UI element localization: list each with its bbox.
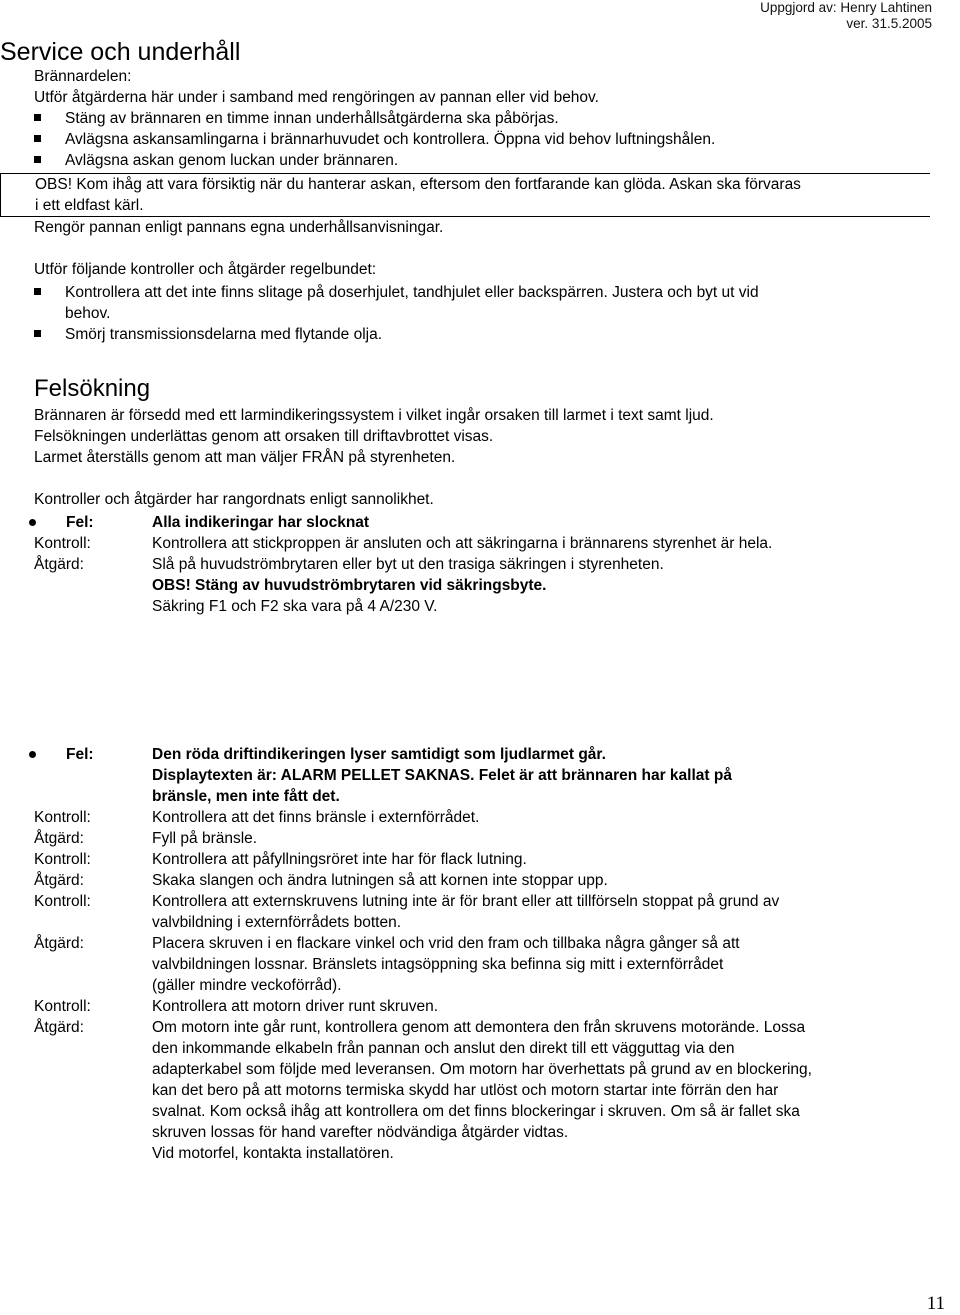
action-row (34, 828, 960, 849)
text-line: Kontrollera att påfyllningsröret inte har för flack lutning. (152, 851, 527, 868)
check-text (152, 891, 960, 933)
text-line: Kontrollera att det finns bränsle i externförrådet. (152, 809, 480, 826)
action-text (152, 870, 960, 891)
action-label: Åtgärd: (34, 935, 84, 952)
check-row (34, 849, 960, 870)
action-text (152, 828, 960, 849)
fault-header (34, 744, 960, 807)
text-line: Skaka slangen och ändra lutningen så att kornen inte stoppar upp. (152, 872, 608, 889)
clean-instruction: Rengör pannan enligt pannans egna underhållsanvisningar. (34, 219, 444, 236)
action-text (152, 1017, 960, 1164)
obs-note: OBS! Stäng av huvudströmbrytaren vid säkringsbyte. (152, 577, 547, 594)
round-bullet-icon (29, 519, 36, 526)
list-item: Avlägsna askansamlingarna i brännarhuvudet och kontrollera. Öppna vid behov luftningshålen. (0, 129, 942, 150)
text-line: Kontrollera att externskruvens lutning inte är för brant eller att tillförseln stoppat på grund av (152, 893, 780, 910)
obs-warning-line: OBS! Kom ihåg att vara försiktig när du hanterar askan, eftersom den fortfarande kan glöda. Askan ska förvaras (35, 176, 801, 193)
version-line: ver. 31.5.2005 (846, 16, 932, 31)
fault-header (34, 512, 960, 533)
obs-warning-box (0, 173, 930, 217)
section-heading: Felsökning (34, 375, 151, 402)
square-bullet-icon (34, 135, 41, 142)
text-line: Om motorn inte går runt, kontrollera genom att demontera den från skruvens motorände. Lossa (152, 1019, 806, 1036)
check-text (152, 807, 960, 828)
service-intro: Utför åtgärderna här under i samband med rengöringen av pannan eller vid behov. (34, 89, 599, 106)
square-bullet-icon (34, 156, 41, 163)
check-text: Kontrollera att stickproppen är ansluten och att säkringarna i brännarens styrenhet är hela. (152, 535, 773, 552)
text-line: adapterkabel som följde med leveransen. Om motorn har överhettats på grund av en blockering, (152, 1061, 812, 1078)
action-label: Åtgärd: (34, 872, 84, 889)
page-title: Service och underhåll (0, 38, 241, 66)
action-text: Slå på huvudströmbrytaren eller byt ut den trasiga säkringen i styrenheten. OBS! Stäng av huvudströmbrytaren vid säkringsbyte. Säkring F1 och F2 ska vara på 4 A/230 V. (152, 554, 960, 617)
square-bullet-icon (34, 288, 41, 295)
order-note: Kontroller och åtgärder har rangordnats enligt sannolikhet. (34, 491, 434, 508)
check-label: Kontroll: (34, 998, 91, 1015)
fault-title: Alla indikeringar har slocknat (152, 514, 370, 531)
action-label: Åtgärd: (34, 1019, 84, 1036)
regular-checks-intro: Utför följande kontroller och åtgärder regelbundet: (34, 261, 377, 278)
page-number: 11 (926, 1293, 945, 1314)
action-row (34, 870, 960, 891)
action-row (34, 933, 960, 996)
service-section (34, 66, 942, 345)
check-row (34, 533, 960, 554)
check-label: Kontroll: (34, 851, 91, 868)
regular-checks-list (0, 282, 942, 345)
fault-rows (34, 807, 960, 1164)
fuse-note: Säkring F1 och F2 ska vara på 4 A/230 V. (152, 598, 438, 615)
fault-label: Fel: (66, 746, 94, 763)
obs-warning-line: i ett eldfast kärl. (35, 197, 144, 214)
action-row (34, 1017, 960, 1164)
square-bullet-icon (34, 114, 41, 121)
text-line: Fyll på bränsle. (152, 830, 258, 847)
action-label: Åtgärd: (34, 830, 84, 847)
check-label: Kontroll: (34, 535, 91, 552)
list-item: Kontrollera att det inte finns slitage på doserhjulet, tandhjulet eller backspärren. Justera och byt ut vid behov. (0, 282, 942, 324)
action-text (152, 933, 960, 996)
section-subtitle: Brännardelen: (34, 68, 132, 85)
check-label: Kontroll: (34, 809, 91, 826)
text-line: Placera skruven i en flackare vinkel och vrid den fram och tillbaka några gånger så att (152, 935, 740, 952)
text-line: Kontrollera att motorn driver runt skruven. (152, 998, 439, 1015)
troubleshooting-line: Larmet återställs genom att man väljer FRÅN på styrenheten. (34, 449, 456, 466)
text-line: skruven lossas för hand varefter nödvändiga åtgärder vidtas. (152, 1124, 569, 1141)
document-header (760, 0, 932, 32)
check-row (34, 891, 960, 933)
text-line: (gäller mindre veckoförråd). (152, 977, 342, 994)
check-text (152, 996, 960, 1017)
fault-block-1 (34, 512, 960, 617)
fault-block-2 (34, 744, 960, 1164)
fault-title: Den röda driftindikeringen lyser samtidigt som ljudlarmet går. Displaytexten är: ALARM PELLET SAKNAS. Felet är att brännaren har kallat på bränsle, men inte fått det. (152, 746, 732, 805)
list-item: Stäng av brännaren en timme innan underhållsåtgärderna ska påbörjas. (0, 108, 942, 129)
text-line: kan det bero på att motorns termiska skydd har utlöst och motorn startar inte förrän den har (152, 1082, 779, 1099)
list-item: Smörj transmissionsdelarna med flytande olja. (0, 324, 942, 345)
fault-label: Fel: (66, 514, 94, 531)
list-item: Avlägsna askan genom luckan under brännaren. (0, 150, 942, 171)
check-label: Kontroll: (34, 893, 91, 910)
troubleshooting-line: Felsökningen underlättas genom att orsaken till driftavbrottet visas. (34, 428, 494, 445)
text-line: den inkommande elkabeln från pannan och anslut den direkt till ett vägguttag via den (152, 1040, 735, 1057)
text-line: valvbildningen lossnar. Bränslets intagsöppning ska befinna sig mitt i externförrådet (152, 956, 724, 973)
text-line: Vid motorfel, kontakta installatören. (152, 1145, 394, 1162)
text-line: valvbildning i externförrådets botten. (152, 914, 402, 931)
troubleshooting-line: Brännaren är försedd med ett larmindikeringssystem i vilket ingår orsaken till larmet i text samt ljud. (34, 407, 714, 424)
author-line: Uppgjord av: Henry Lahtinen (760, 0, 932, 15)
action-row (34, 554, 960, 617)
action-label: Åtgärd: (34, 556, 84, 573)
text-line: svalnat. Kom också ihåg att kontrollera om det finns blockeringar i skruven. Om så är fallet ska (152, 1103, 800, 1120)
check-row (34, 807, 960, 828)
service-steps-list (0, 108, 942, 171)
check-row (34, 996, 960, 1017)
troubleshooting-section (34, 374, 942, 510)
round-bullet-icon (29, 751, 36, 758)
check-text (152, 849, 960, 870)
square-bullet-icon (34, 330, 41, 337)
